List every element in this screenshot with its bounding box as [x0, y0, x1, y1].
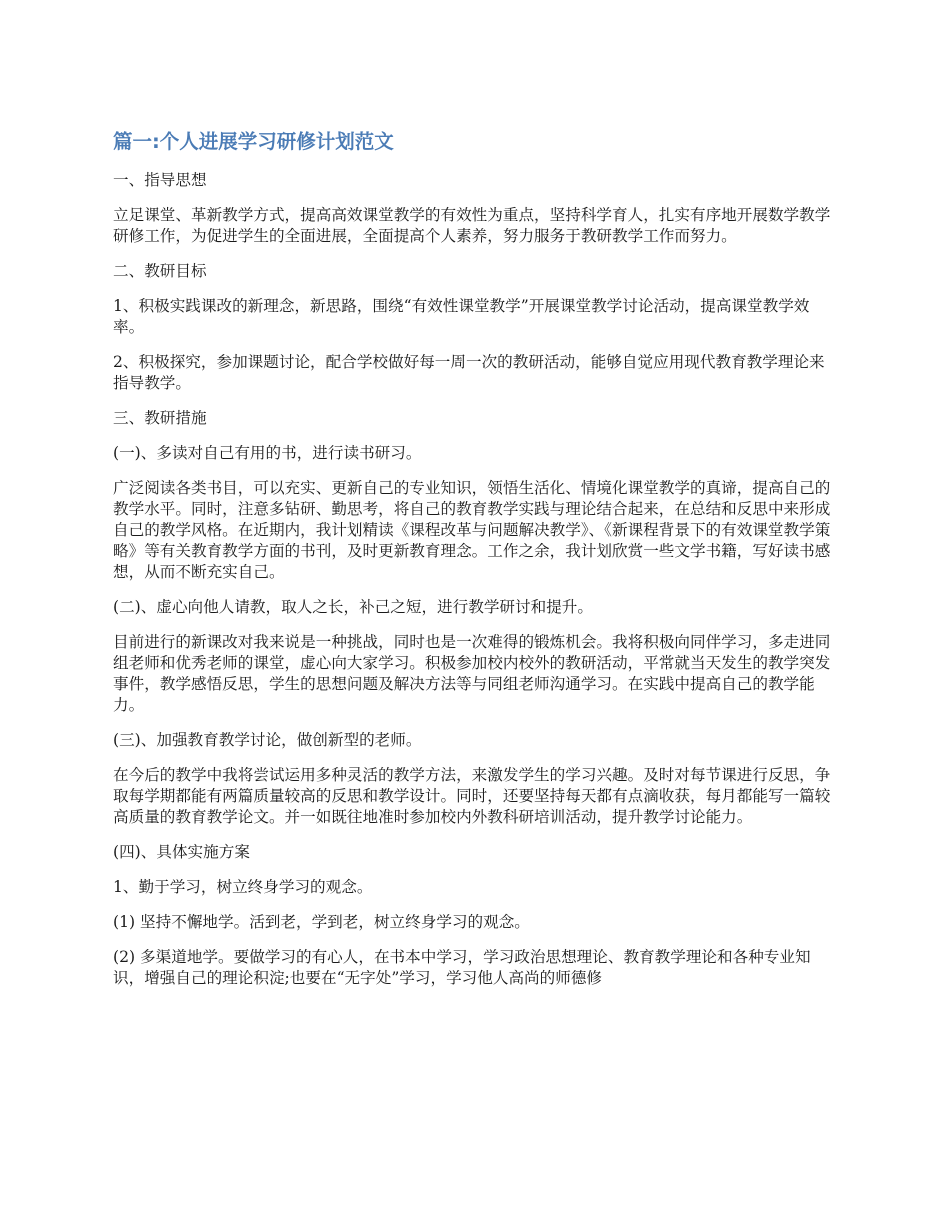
subsection-heading: (三)、加强教育教学讨论，做创新型的老师。 [113, 731, 422, 749]
section-heading: 一、指导思想 [113, 171, 207, 189]
body-paragraph: 2、积极探究，参加课题讨论，配合学校做好每一周一次的教研活动，能够自觉应用现代教育教学理论来指导教学。 [113, 353, 825, 392]
section-heading: 二、教研目标 [113, 262, 207, 280]
body-paragraph: 在今后的教学中我将尝试运用多种灵活的教学方法，来激发学生的学习兴趣。及时对每节课进行反思，争取每学期都能有两篇质量较高的反思和教学设计。同时，还要坚持每天都有点滴收获，每月都能写一篇较高质量的教育教学论文。并一如既往地准时参加校内外教科研培训活动，提升教学讨论能力。 [113, 766, 831, 826]
document-title: 篇一:个人进展学习研修计划范文 [113, 130, 394, 153]
subsection-heading: (二)、虚心向他人请教，取人之长，补己之短，进行教学研讨和提升。 [113, 598, 593, 616]
body-paragraph: 1、勤于学习，树立终身学习的观念。 [113, 878, 373, 896]
document-page [113, 128, 837, 1003]
body-paragraph: 目前进行的新课改对我来说是一种挑战，同时也是一次难得的锻炼机会。我将积极向同伴学习，多走进同组老师和优秀老师的课堂，虚心向大家学习。积极参加校内校外的教研活动，平常就当天发生的教学突发事件，教学感悟反思，学生的思想问题及解决方法等与同组老师沟通学习。在实践中提高自己的教学能力。 [113, 633, 831, 714]
body-paragraph: (1) 坚持不懈地学。活到老，学到老，树立终身学习的观念。 [113, 913, 530, 931]
body-paragraph: 1、积极实践课改的新理念，新思路，围绕“有效性课堂教学”开展课堂教学讨论活动，提高课堂教学效率。 [113, 297, 810, 336]
subsection-heading: (四)、具体实施方案 [113, 843, 250, 861]
section-heading: 三、教研措施 [113, 409, 207, 427]
body-paragraph: 广泛阅读各类书目，可以充实、更新自己的专业知识，领悟生活化、情境化课堂教学的真谛，提高自己的教学水平。同时，注意多钻研、勤思考，将自己的教育教学实践与理论结合起来，在总结和反思中来形成自己的教学风格。在近期内，我计划精读《课程改革与问题解决教学》、《新课程背景下的有效课堂教学策略》等有关教育教学方面的书刊，及时更新教育理念。工作之余，我计划欣赏一些文学书籍，写好读书感想，从而不断充实自己。 [113, 479, 831, 581]
body-paragraph: 立足课堂、革新教学方式，提高高效课堂教学的有效性为重点，坚持科学育人，扎实有序地开展数学教学研修工作，为促进学生的全面进展，全面提高个人素养，努力服务于教研教学工作而努力。 [113, 206, 831, 245]
body-paragraph: (2) 多渠道地学。要做学习的有心人，在书本中学习，学习政治思想理论、教育教学理论和各种专业知识，增强自己的理论积淀;也要在“无字处”学习，学习他人高尚的师德修 [113, 948, 811, 987]
subsection-heading: (一)、多读对自己有用的书，进行读书研习。 [113, 444, 422, 462]
